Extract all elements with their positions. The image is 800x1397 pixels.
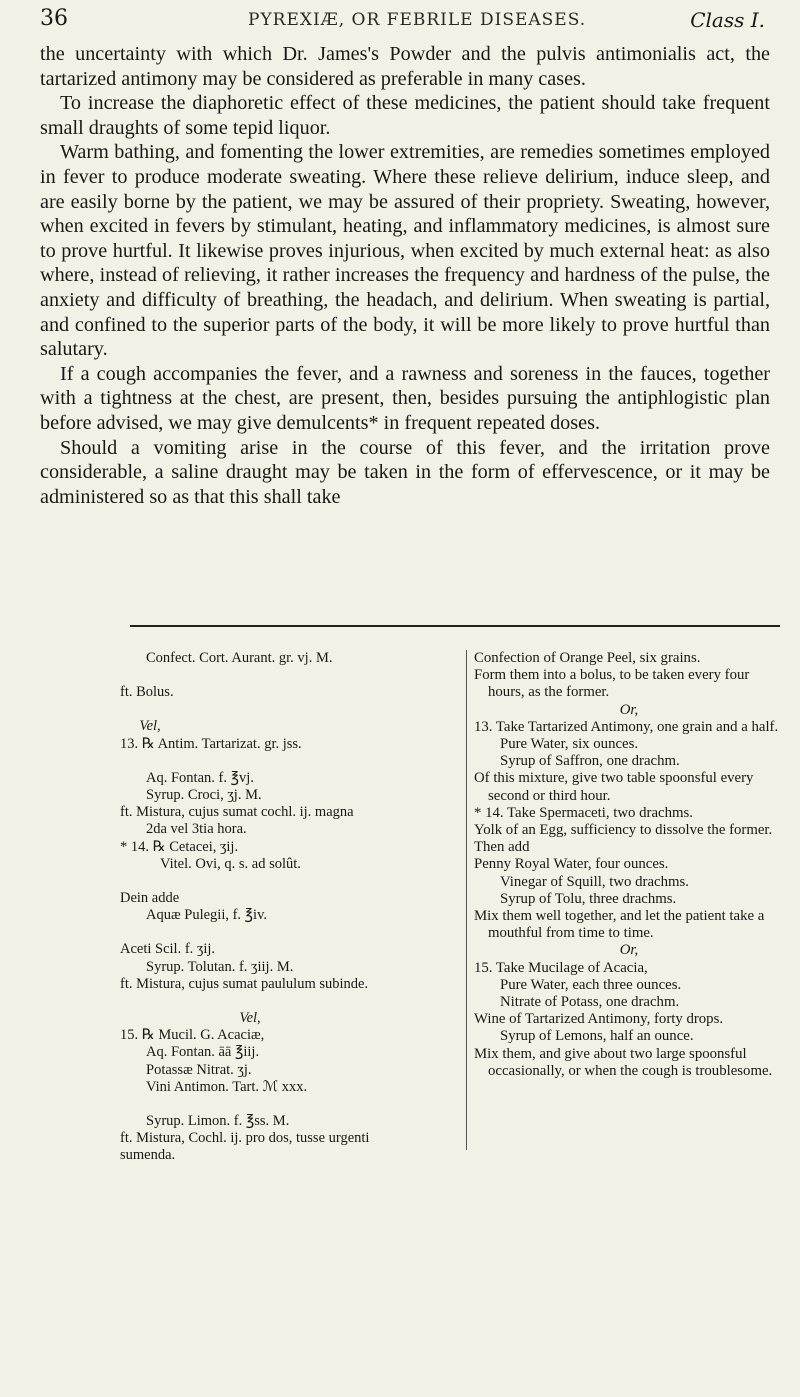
latin-line: Vitel. Ovi, q. s. ad solût. [160,855,301,872]
latin-line: Vel, [239,1010,261,1027]
latin-line: ft. Bolus. [120,684,174,701]
latin-line: * 14. ℞ Cetacei, ʒij. [120,838,239,855]
english-line: * 14. Take Spermaceti, two drachms. [474,804,693,821]
english-line: Of this mixture, give two table spoonsful every second or third hour. [474,770,754,804]
latin-line: ft. Mistura, Cochl. ij. pro dos, tusse urgenti [120,1130,370,1147]
footnote-english-column [474,650,784,1080]
english-line: 15. Take Mucilage of Acacia, [474,959,648,976]
latin-line: 13. ℞ Antim. Tartarizat. gr. jss. [120,735,302,752]
paragraph: Warm bathing, and fomenting the lower extremities, are remedies sometimes employed in fever to produce moderate sweating. Where these relieve delirium, induce sleep, and are easily borne by the patient, we may be assured of their propriety. Sweating, however, when excited in fevers by stimulant, heating, and inflammatory medicines, is almost sure to prove hurtful. It likewise proves injurious, when excited by much external heat: as also where, instead of relieving, it rather increases the frequency and hardness of the pulse, the anxiety and difficulty of breathing, the headach, and delirium. When sweating is partial, and confined to the superior parts of the body, it will be more likely to prove hurtful than salutary. [40,141,770,361]
latin-line: Potassæ Nitrat. ʒj. [146,1061,252,1078]
latin-line: Aq. Fontan. āā ℥iij. [146,1044,260,1061]
latin-line: Confect. Cort. Aurant. gr. vj. M. [146,650,333,666]
latin-line: Vini Antimon. Tart. ℳ xxx. [146,1078,308,1095]
english-line: Penny Royal Water, four ounces. [474,856,669,873]
page-number: 36 [40,6,68,31]
english-line: Confection of Orange Peel, six grains. [474,650,701,666]
english-line: Or, [619,942,639,959]
main-text [40,42,770,509]
english-line: Yolk of an Egg, sufficiency to dissolve the former. [474,822,773,839]
english-line: Mix them well together, and let the patient take a mouthful from time to time. [474,908,765,942]
latin-line: Aq. Fontan. f. ℥vj. [146,769,254,786]
paragraph: If a cough accompanies the fever, and a rawness and soreness in the fauces, together with a tightness at the chest, are present, then, besides pursuing the antiphlogistic plan before advised, we may give demulcents* in frequent repeated doses. [40,362,770,434]
english-line: Syrup of Saffron, one drachm. [500,753,680,770]
english-line: Syrup of Tolu, three drachms. [500,890,677,907]
class-label: Class I. [690,8,765,32]
latin-line: Aquæ Pulegii, f. ℥iv. [146,907,268,924]
english-line: Form them into a bolus, to be taken every four hours, as the former. [474,667,750,701]
paragraph: the uncertainty with which Dr. James's Powder and the pulvis antimonialis act, the tartarized antimony may be considered as preferable in many cases. [40,43,770,90]
english-line: Wine of Tartarized Antimony, forty drops. [474,1011,724,1028]
latin-line: Aceti Scil. f. ʒij. [120,941,216,958]
english-line: Mix them, and give about two large spoonsful occasionally, or when the cough is troublesome. [474,1045,773,1079]
footnote-latin-column [120,650,460,1165]
english-line: Or, [619,701,639,718]
running-title: PYREXIÆ, OR FEBRILE DISEASES. [248,10,587,30]
english-line: Vinegar of Squill, two drachms. [500,873,689,890]
latin-line: 15. ℞ Mucil. G. Acaciæ, [120,1027,265,1044]
english-line: Nitrate of Potass, one drachm. [500,994,680,1011]
english-line: Syrup of Lemons, half an ounce. [500,1028,694,1045]
page-header [40,6,765,40]
latin-line: sumenda. [120,1147,176,1164]
latin-line: Syrup. Limon. f. ℥ss. M. [146,1113,290,1130]
latin-line: Dein adde [120,890,180,907]
latin-line: 2da vel 3tia hora. [146,821,247,838]
english-line: Pure Water, six ounces. [500,736,639,753]
paragraph: Should a vomiting arise in the course of this fever, and the irritation prove considerable, a saline draught may be taken in the form of effervescence, or it may be administered so as that this shall take [40,436,770,508]
latin-line: ft. Mistura, cujus sumat cochl. ij. magna [120,804,354,821]
latin-line: Vel, [139,718,161,735]
latin-line: ft. Mistura, cujus sumat paululum subinde. [120,975,369,992]
footnote-rule [130,625,780,627]
english-line: Then add [474,839,530,856]
latin-line: Syrup. Tolutan. f. ʒiij. M. [146,958,294,975]
column-divider [466,650,467,1150]
english-line: 13. Take Tartarized Antimony, one grain and a half. [474,718,779,735]
latin-line: Syrup. Croci, ʒj. M. [146,787,262,804]
english-line: Pure Water, each three ounces. [500,976,682,993]
paragraph: To increase the diaphoretic effect of these medicines, the patient should take frequent small draughts of some tepid liquor. [40,92,770,139]
